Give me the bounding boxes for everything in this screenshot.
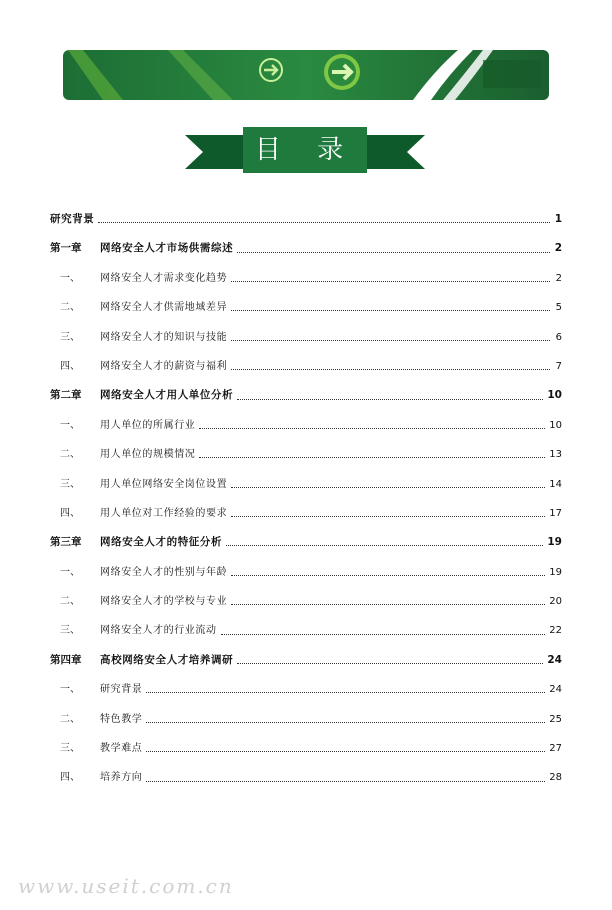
toc-number: 一、 xyxy=(60,684,80,696)
toc-section-row[interactable] xyxy=(50,675,562,704)
toc-label: 研究背景 xyxy=(50,213,95,225)
toc-page-number: 2 xyxy=(555,272,562,284)
dot-leader xyxy=(146,692,545,693)
dot-leader xyxy=(231,310,550,311)
toc-section-row[interactable] xyxy=(50,587,562,616)
toc-page-number: 19 xyxy=(549,566,562,578)
dot-leader xyxy=(199,428,545,429)
toc-label: 网络安全人才的学校与专业 xyxy=(100,596,228,608)
toc-label: 研究背景 xyxy=(100,684,143,696)
dot-leader xyxy=(146,781,545,782)
toc-number: 三、 xyxy=(60,743,80,755)
dot-leader xyxy=(231,487,545,488)
dot-leader xyxy=(231,340,550,341)
toc-number: 第二章 xyxy=(50,389,82,402)
toc-page-number: 7 xyxy=(555,360,562,372)
toc-chapter-row[interactable] xyxy=(50,646,562,675)
toc-label: 网络安全人才的性别与年龄 xyxy=(100,566,228,578)
toc-number: 四、 xyxy=(60,360,80,372)
dot-leader xyxy=(98,222,550,223)
toc-section-row[interactable] xyxy=(50,352,562,381)
toc-section-row[interactable] xyxy=(50,293,562,322)
header-banner xyxy=(63,50,549,100)
toc-number: 四、 xyxy=(60,772,80,784)
toc-number: 第一章 xyxy=(50,242,82,255)
toc-label: 网络安全人才市场供需综述 xyxy=(100,242,234,255)
dot-leader xyxy=(226,545,543,546)
toc-label: 网络安全人才用人单位分析 xyxy=(100,389,234,402)
toc-number: 第四章 xyxy=(50,653,82,666)
toc-chapter-row[interactable] xyxy=(50,205,562,234)
toc-label: 网络安全人才供需地域差异 xyxy=(100,302,228,314)
toc-number: 三、 xyxy=(60,625,80,637)
dot-leader xyxy=(146,751,545,752)
toc-page-number: 10 xyxy=(547,389,562,402)
toc-page-number: 6 xyxy=(555,331,562,343)
toc-page-number: 28 xyxy=(549,772,562,784)
toc-label: 用人单位网络安全岗位设置 xyxy=(100,478,228,490)
toc-page-number: 17 xyxy=(549,507,562,519)
toc-section-row[interactable] xyxy=(50,763,562,792)
dot-leader xyxy=(231,369,550,370)
toc-label: 用人单位的所属行业 xyxy=(100,419,196,431)
toc-number: 四、 xyxy=(60,507,80,519)
toc-number: 三、 xyxy=(60,478,80,490)
dot-leader xyxy=(221,634,546,635)
dot-leader xyxy=(231,575,545,576)
toc-section-row[interactable] xyxy=(50,470,562,499)
toc-label: 网络安全人才的薪资与福利 xyxy=(100,360,228,372)
toc-page-number: 1 xyxy=(554,213,562,225)
toc-section-row[interactable] xyxy=(50,705,562,734)
toc-section-row[interactable] xyxy=(50,499,562,528)
toc-chapter-row[interactable] xyxy=(50,381,562,410)
dot-leader xyxy=(237,252,550,253)
toc-page-number: 27 xyxy=(549,743,562,755)
dot-leader xyxy=(231,281,550,282)
toc-section-row[interactable] xyxy=(50,440,562,469)
toc-number: 一、 xyxy=(60,272,80,284)
toc-page-number: 25 xyxy=(549,713,562,725)
toc-page-number: 20 xyxy=(549,596,562,608)
toc-label: 特色教学 xyxy=(100,713,143,725)
toc-label: 培养方向 xyxy=(100,772,143,784)
toc-label: 教学难点 xyxy=(100,743,143,755)
toc-section-row[interactable] xyxy=(50,411,562,440)
toc-label: 用人单位的规模情况 xyxy=(100,449,196,461)
toc-chapter-row[interactable] xyxy=(50,528,562,557)
dot-leader xyxy=(237,663,543,664)
toc-label: 网络安全人才的特征分析 xyxy=(100,536,223,549)
toc-page-number: 22 xyxy=(549,625,562,637)
toc-label: 网络安全人才的行业流动 xyxy=(100,625,217,637)
toc-page-number: 2 xyxy=(554,242,562,255)
toc-section-row[interactable] xyxy=(50,616,562,645)
toc-section-row[interactable] xyxy=(50,734,562,763)
toc-number: 二、 xyxy=(60,596,80,608)
toc-page-number: 13 xyxy=(549,449,562,461)
toc-section-row[interactable] xyxy=(50,323,562,352)
toc-page-number: 24 xyxy=(549,684,562,696)
toc-number: 一、 xyxy=(60,566,80,578)
toc-page-number: 24 xyxy=(547,653,562,666)
dot-leader xyxy=(146,722,545,723)
toc-number: 二、 xyxy=(60,302,80,314)
dot-leader xyxy=(231,604,545,605)
page-title: 目 录 xyxy=(254,135,358,165)
watermark: www.useit.com.cn xyxy=(18,874,234,898)
toc-number: 二、 xyxy=(60,713,80,725)
table-of-contents xyxy=(50,205,562,793)
toc-page-number: 5 xyxy=(555,302,562,314)
toc-section-row[interactable] xyxy=(50,558,562,587)
toc-page-number: 10 xyxy=(549,419,562,431)
toc-number: 三、 xyxy=(60,331,80,343)
toc-label: 网络安全人才的知识与技能 xyxy=(100,331,228,343)
toc-label: 用人单位对工作经验的要求 xyxy=(100,507,228,519)
toc-page-number: 19 xyxy=(547,536,562,549)
dot-leader xyxy=(199,457,545,458)
toc-label: 网络安全人才需求变化趋势 xyxy=(100,272,228,284)
dot-leader xyxy=(231,516,545,517)
dot-leader xyxy=(237,399,543,400)
toc-section-row[interactable] xyxy=(50,264,562,293)
toc-page-number: 14 xyxy=(549,478,562,490)
toc-chapter-row[interactable] xyxy=(50,234,562,263)
toc-number: 二、 xyxy=(60,449,80,461)
toc-label: 高校网络安全人才培养调研 xyxy=(100,653,234,666)
toc-number: 一、 xyxy=(60,419,80,431)
toc-number: 第三章 xyxy=(50,536,82,549)
